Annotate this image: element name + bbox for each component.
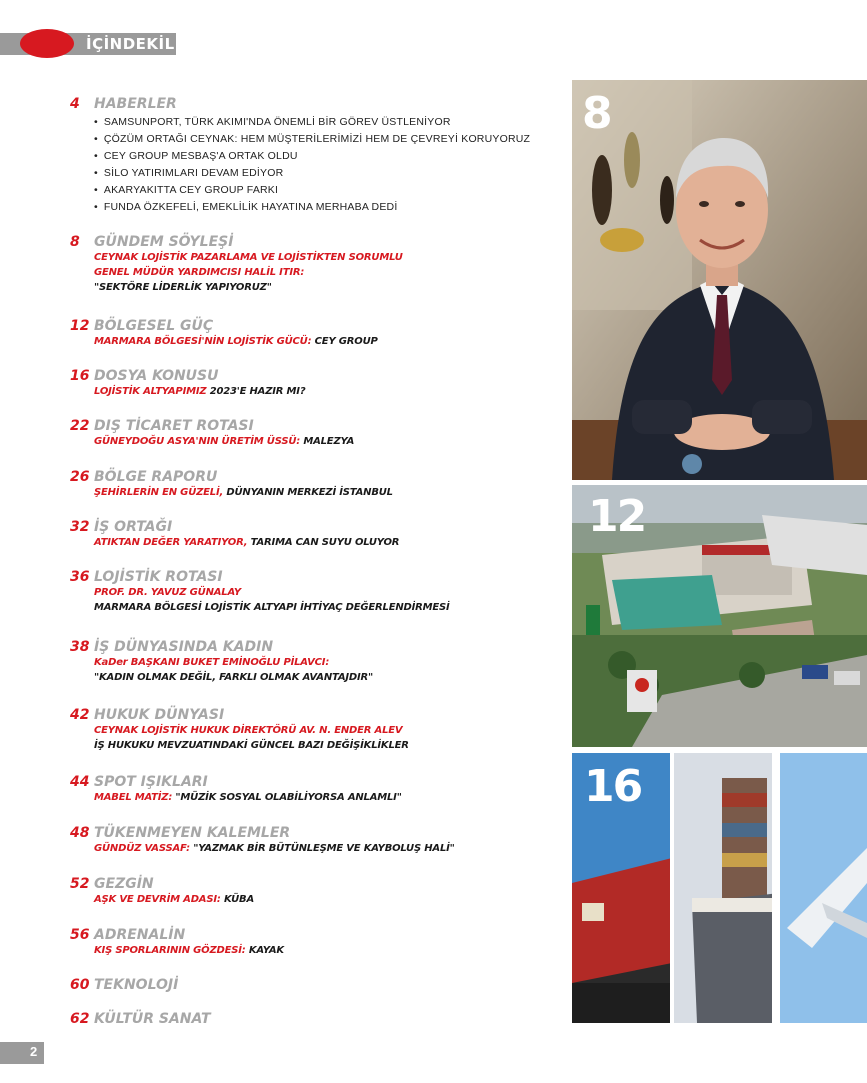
section-title: BÖLGESEL GÜÇ: [94, 318, 214, 334]
line-text: KÜBA: [220, 894, 255, 905]
toc-section[interactable]: [70, 639, 373, 685]
section-title: TEKNOLOJİ: [94, 977, 179, 993]
line-highlight: AŞK VE DEVRİM ADASI:: [94, 894, 221, 905]
section-title: TÜKENMEYEN KALEMLER: [94, 825, 291, 841]
toc-section[interactable]: [70, 519, 399, 550]
news-item: • CEY GROUP MESBAŞ'A ORTAK OLDU: [94, 148, 530, 165]
toc-section[interactable]: [70, 469, 393, 500]
page-title: İÇİNDEKİLER: [86, 35, 198, 53]
section-title: HABERLER: [94, 96, 177, 112]
aerial-facility-photo[interactable]: [572, 485, 867, 747]
line-text: DÜNYANIN MERKEZİ İSTANBUL: [223, 487, 393, 498]
line-highlight: CEYNAK LOJİSTİK HUKUK DİREKTÖRÜ AV. N. ENDER ALEV: [94, 725, 403, 736]
photo-page-label: 8: [582, 88, 611, 139]
toc-section[interactable]: [70, 569, 450, 615]
line-highlight: LOJİSTİK ALTYAPIMIZ: [94, 386, 207, 397]
line-highlight: PROF. DR. YAVUZ GÜNALAY: [94, 587, 241, 598]
toc-section[interactable]: [70, 707, 409, 753]
section-page-number: 44: [70, 774, 90, 790]
news-item: • ÇÖZÜM ORTAĞI CEYNAK: HEM MÜŞTERİLERİMİZİ HEM DE ÇEVREYİ KORUYORUZ: [94, 131, 530, 148]
section-page-number: 22: [70, 418, 90, 434]
line-text: MALEZYA: [300, 436, 355, 447]
section-title: DOSYA KONUSU: [94, 368, 219, 384]
header-oval-mark: [20, 29, 74, 58]
toc-section[interactable]: [70, 977, 178, 993]
section-page-number: 32: [70, 519, 90, 535]
section-title: BÖLGE RAPORU: [94, 469, 218, 485]
toc-section[interactable]: [70, 1011, 211, 1027]
line-highlight: MABEL MATİZ:: [94, 792, 173, 803]
section-page-number: 62: [70, 1011, 90, 1027]
section-title: HUKUK DÜNYASI: [94, 707, 225, 723]
line-highlight: GÜNDÜZ VASSAF:: [94, 843, 190, 854]
line-highlight: KIŞ SPORLARININ GÖZDESİ:: [94, 945, 246, 956]
line-highlight: ATIKTAN DEĞER YARATIYOR,: [94, 537, 248, 548]
transport-collage-photo[interactable]: [572, 753, 867, 1023]
section-page-number: 52: [70, 876, 90, 892]
line-text: 2023'E HAZIR MI?: [206, 386, 306, 397]
section-title: ADRENALİN: [94, 927, 186, 943]
section-page-number: 38: [70, 639, 90, 655]
line-text: İŞ HUKUKU MEVZUATINDAKİ GÜNCEL BAZI DEĞİŞİKLİKLER: [94, 740, 409, 751]
portrait-photo[interactable]: [572, 80, 867, 480]
section-page-number: 8: [70, 234, 80, 250]
news-item: • FUNDA ÖZKEFELİ, EMEKLİLİK HAYATINA MERHABA DEDİ: [94, 199, 530, 216]
line-text: "KADIN OLMAK DEĞİL, FARKLI OLMAK AVANTAJDIR": [94, 672, 374, 683]
line-text: CEY GROUP: [311, 336, 378, 347]
page-number: 2: [30, 1044, 38, 1059]
section-title: KÜLTÜR SANAT: [94, 1011, 211, 1027]
line-highlight: CEYNAK LOJİSTİK PAZARLAMA VE LOJİSTİKTEN SORUMLU: [94, 252, 403, 263]
section-page-number: 42: [70, 707, 90, 723]
section-title: DIŞ TİCARET ROTASI: [94, 418, 254, 434]
line-text: TARIMA CAN SUYU OLUYOR: [247, 537, 400, 548]
toc-section[interactable]: [70, 876, 254, 907]
section-page-number: 60: [70, 977, 90, 993]
section-title: İŞ ORTAĞI: [94, 519, 173, 535]
line-text: "YAZMAK BİR BÜTÜNLEŞME VE KAYBOLUŞ HALİ": [189, 843, 455, 854]
line-text: "MÜZİK SOSYAL OLABİLİYORSA ANLAMLI": [172, 792, 402, 803]
section-page-number: 56: [70, 927, 90, 943]
toc-section[interactable]: [70, 318, 378, 349]
toc-section[interactable]: [70, 368, 305, 399]
line-highlight: GÜNEYDOĞU ASYA'NIN ÜRETİM ÜSSÜ:: [94, 436, 301, 447]
page-number-tab: [0, 1042, 44, 1064]
toc-section[interactable]: [70, 96, 530, 216]
portrait-illustration: [572, 80, 867, 480]
line-highlight: MARMARA BÖLGESİ'NİN LOJİSTİK GÜCÜ:: [94, 336, 312, 347]
photo-page-label: 16: [584, 761, 642, 812]
section-page-number: 16: [70, 368, 90, 384]
news-item: • AKARYAKITTA CEY GROUP FARKI: [94, 182, 530, 199]
line-text: MARMARA BÖLGESİ LOJİSTİK ALTYAPI İHTİYAÇ DEĞERLENDİRMESİ: [94, 602, 450, 613]
toc-section[interactable]: [70, 927, 284, 958]
line-highlight: ŞEHİRLERİN EN GÜZELİ,: [94, 487, 224, 498]
section-title: GÜNDEM SÖYLEŞİ: [94, 234, 234, 250]
toc-section[interactable]: [70, 774, 402, 805]
toc-section[interactable]: [70, 234, 403, 295]
toc-section[interactable]: [70, 825, 455, 856]
section-title: İŞ DÜNYASINDA KADIN: [94, 639, 274, 655]
toc-section[interactable]: [70, 418, 354, 449]
section-page-number: 4: [70, 96, 80, 112]
photo-page-label: 12: [588, 491, 646, 542]
section-title: LOJİSTİK ROTASI: [94, 569, 223, 585]
section-page-number: 26: [70, 469, 90, 485]
line-highlight: GENEL MÜDÜR YARDIMCISI HALİL ITIR:: [94, 267, 305, 278]
section-page-number: 12: [70, 318, 90, 334]
line-text: "SEKTÖRE LİDERLİK YAPIYORUZ": [94, 282, 272, 293]
line-highlight: KaDer BAŞKANI BUKET EMİNOĞLU PİLAVCI:: [94, 657, 330, 668]
section-title: GEZGİN: [94, 876, 154, 892]
section-page-number: 36: [70, 569, 90, 585]
section-page-number: 48: [70, 825, 90, 841]
news-item: • SAMSUNPORT, TÜRK AKIMI'NDA ÖNEMLİ BİR GÖREV ÜSTLENİYOR: [94, 114, 530, 131]
news-item: • SİLO YATIRIMLARI DEVAM EDİYOR: [94, 165, 530, 182]
section-title: SPOT IŞIKLARI: [94, 774, 208, 790]
line-text: KAYAK: [245, 945, 284, 956]
